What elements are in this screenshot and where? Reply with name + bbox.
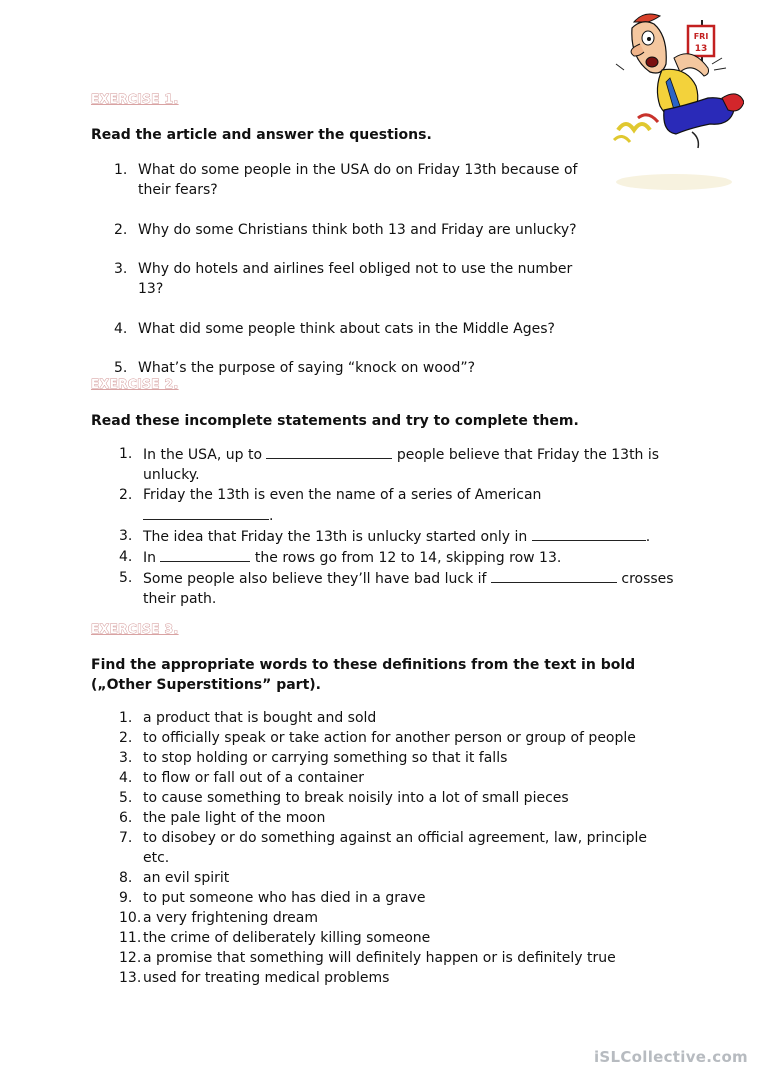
exercise-2-instruction: Read these incomplete statements and try to complete them. xyxy=(91,413,579,429)
question-text: What did some people think about cats in the Middle Ages? xyxy=(138,320,555,337)
exercise-3-title: EXERCISE 3. xyxy=(91,622,179,636)
question-text: Why do hotels and airlines feel obliged not to use the number 13? xyxy=(138,261,573,297)
answer-blank[interactable] xyxy=(532,526,646,541)
watermark-logo: iSLCollective.com xyxy=(593,1048,748,1066)
item-number: 3. xyxy=(114,261,128,277)
item-number: 4. xyxy=(119,770,133,786)
exercise-1-instruction: Read the article and answer the questions. xyxy=(91,127,432,143)
list-item xyxy=(114,160,592,200)
definition-text: a product that is bought and sold xyxy=(143,710,377,726)
list-item xyxy=(119,928,675,948)
exercise-3-definition-list xyxy=(119,708,675,988)
question-text: What do some people in the USA do on Friday 13th because of their fears? xyxy=(138,162,578,198)
list-item xyxy=(119,968,675,988)
list-item xyxy=(119,728,675,748)
definition-text: to flow or fall out of a container xyxy=(143,770,364,786)
list-item xyxy=(114,220,592,240)
item-number: 1. xyxy=(114,162,128,178)
list-item xyxy=(119,444,675,485)
exercise-3-instruction: Find the appropriate words to these definitions from the text in bold („Other Superstitions” part). xyxy=(91,657,636,693)
list-item xyxy=(119,768,675,788)
definition-text: an evil spirit xyxy=(143,870,230,886)
statement-before: Friday the 13th is even the name of a series of American xyxy=(143,487,542,503)
item-number: 5. xyxy=(119,790,133,806)
definition-text: the crime of deliberately killing someone xyxy=(143,930,431,946)
item-number: 11. xyxy=(119,930,142,946)
item-number: 5. xyxy=(114,360,128,376)
exercise-2-statement-list xyxy=(119,444,675,609)
list-item xyxy=(114,358,592,378)
item-number: 10. xyxy=(119,910,142,926)
answer-blank[interactable] xyxy=(143,505,269,520)
sign-line-2: 13 xyxy=(694,44,708,54)
question-text: Why do some Christians think both 13 and Friday are unlucky? xyxy=(138,221,577,238)
answer-blank[interactable] xyxy=(266,444,392,459)
item-number: 6. xyxy=(119,810,133,826)
answer-blank[interactable] xyxy=(491,568,617,583)
list-item xyxy=(114,259,592,299)
list-item xyxy=(114,319,592,339)
exercise-2-title: EXERCISE 2. xyxy=(91,377,179,391)
question-text: What’s the purpose of saying “knock on wood”? xyxy=(138,360,476,376)
list-item xyxy=(119,547,675,568)
definition-text: a promise that something will definitely happen or is definitely true xyxy=(143,950,616,966)
definition-text: the pale light of the moon xyxy=(143,810,326,826)
item-number: 2. xyxy=(119,730,133,746)
list-item xyxy=(119,526,675,547)
statement-after: . xyxy=(269,508,274,524)
list-item xyxy=(119,708,675,728)
statement-after: . xyxy=(645,529,651,545)
frightened-man-cartoon xyxy=(604,6,744,196)
list-item xyxy=(119,568,675,609)
item-number: 9. xyxy=(119,890,133,906)
definition-text: to stop holding or carrying something so that it falls xyxy=(143,750,508,766)
item-number: 1. xyxy=(119,446,133,462)
answer-blank[interactable] xyxy=(160,547,250,562)
list-item xyxy=(119,808,675,828)
exercise-1-question-list xyxy=(114,160,592,398)
exercise-1-title: EXERCISE 1. xyxy=(91,92,179,106)
item-number: 13. xyxy=(119,970,142,986)
definition-text: a very frightening dream xyxy=(143,910,318,926)
definition-text: to cause something to break noisily into a lot of small pieces xyxy=(143,790,569,806)
item-number: 3. xyxy=(119,750,133,766)
list-item xyxy=(119,908,675,928)
item-number: 5. xyxy=(119,570,133,586)
list-item xyxy=(119,788,675,808)
item-number: 2. xyxy=(119,487,133,503)
list-item xyxy=(119,948,675,968)
list-item xyxy=(119,868,675,888)
item-number: 4. xyxy=(114,320,128,337)
list-item xyxy=(119,888,675,908)
sign-line-1: FRI xyxy=(693,32,709,41)
statement-before: In the USA, up to xyxy=(143,447,263,463)
item-number: 1. xyxy=(119,710,133,726)
item-number: 7. xyxy=(119,830,133,846)
definition-text: to officially speak or take action for another person or group of people xyxy=(143,730,636,746)
statement-before: The idea that Friday the 13th is unlucky started only in xyxy=(143,529,528,545)
definition-text: used for treating medical problems xyxy=(143,970,390,986)
statement-before: Some people also believe they’ll have bad luck if xyxy=(143,571,487,587)
item-number: 4. xyxy=(119,549,133,565)
item-number: 8. xyxy=(119,870,133,886)
list-item xyxy=(119,485,675,526)
statement-after: crosses their path. xyxy=(143,571,674,607)
statement-after: the rows go from 12 to 14, skipping row 13. xyxy=(254,550,562,566)
list-item xyxy=(119,828,675,868)
statement-after: people believe that Friday the 13th is unlucky. xyxy=(143,447,660,483)
definition-text: to put someone who has died in a grave xyxy=(143,890,426,906)
item-number: 12. xyxy=(119,950,142,966)
item-number: 3. xyxy=(119,528,133,544)
list-item xyxy=(119,748,675,768)
statement-before: In xyxy=(143,550,157,566)
definition-text: to disobey or do something against an official agreement, law, principle etc. xyxy=(143,830,648,866)
item-number: 2. xyxy=(114,221,128,238)
